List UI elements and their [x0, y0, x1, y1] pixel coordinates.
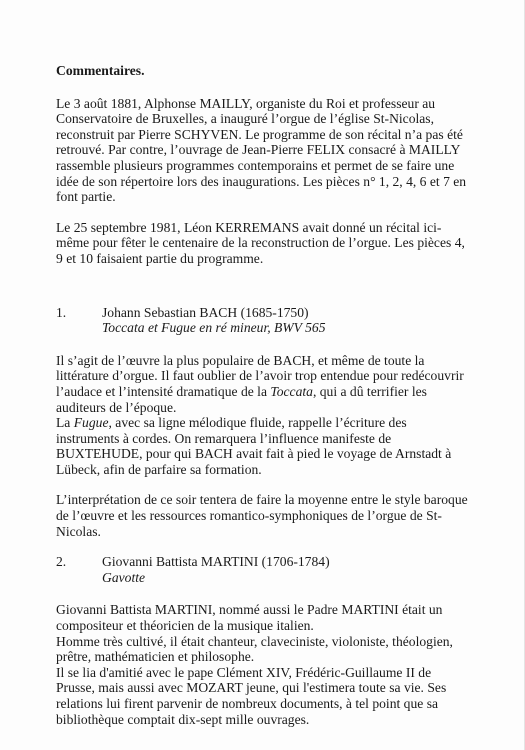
piece-composer: Johann Sebastian BACH (1685-1750) — [102, 304, 309, 320]
piece-2-description — [56, 602, 472, 727]
intro-paragraph-1: Le 3 août 1881, Alphonse MAILLY, organiste du Roi et professeur au Conservatoire de Bruxelles, a inauguré l’orgue de l’église St-Nicolas, reconstruit par Pierre SCHYVEN. Le programme de son récital n’a pas été retrouvé. Par contre, l’ouvrage de Jean-Pierre FELIX consacré à MAILLY rassemble plusieurs programmes contemporains et permet de se faire une idée de son répertoire lors des inaugurations. Les pièces n° 1, 2, 4, 6 et 7 en font partie. — [56, 95, 467, 205]
piece-2-text-b: Homme très cultivé, il était chanteur, claveciniste, violoniste, théologien, prêtre, mathématicien et philosophe. — [56, 633, 453, 665]
page-heading: Commentaires. — [56, 63, 145, 78]
piece-header-1 — [56, 305, 472, 336]
piece-composer: Giovanni Battista MARTINI (1706-1784) — [102, 554, 330, 570]
piece-number: 1. — [56, 304, 67, 320]
piece-number: 2. — [56, 554, 67, 570]
document-content — [56, 63, 472, 727]
piece-2-text-c: Il se lia d'amitié avec le pape Clément XIV, Frédéric-Guillaume II de Prusse, mais aussi avec MOZART jeune, qui l'estimera toute sa vie. Ses relations lui firent parvenir de nombreux documents, à tel point que sa bibliothèque comptait dix-sept mille ouvrages. — [56, 664, 447, 727]
piece-1-text-b: La Fugue, avec sa ligne mélodique fluide, rappelle l’écriture des instruments à cordes. On remarquera l’influence manifeste de BUXTEHUDE, pour qui BACH avait fait à pied le voyage de Arnstadt à Lübeck, afin de parfaire sa formation. — [56, 415, 452, 477]
piece-1-text-a: Il s’agit de l’œuvre la plus populaire de BACH, et même de toute la littérature d’orgue. Il faut oublier de l’avoir trop entendue pour redécouvrir l’audace et l’intensité dramatique de la Toccata, qui a dû terrifier les auditeurs de l’époque. — [56, 352, 464, 415]
piece-1-description — [56, 353, 472, 478]
piece-header-2 — [56, 554, 472, 585]
piece-title: Toccata et Fugue en ré mineur, BWV 565 — [102, 320, 326, 336]
piece-2-text-a: Giovanni Battista MARTINI, nommé aussi le Padre MARTINI était un compositeur et théoricien de la musique italien. — [56, 602, 443, 634]
piece-1-text-c: L’interprétation de ce soir tentera de faire la moyenne entre le style baroque de l’œuvre et les ressources romantico-symphoniques de l’orgue de St-Nicolas. — [56, 492, 468, 539]
piece-title: Gavotte — [102, 569, 146, 585]
intro-paragraph-2: Le 25 septembre 1981, Léon KERREMANS avait donné un récital ici-même pour fêter le centenaire de la reconstruction de l’orgue. Les pièces 4, 9 et 10 faisaient partie du programme. — [56, 219, 465, 266]
